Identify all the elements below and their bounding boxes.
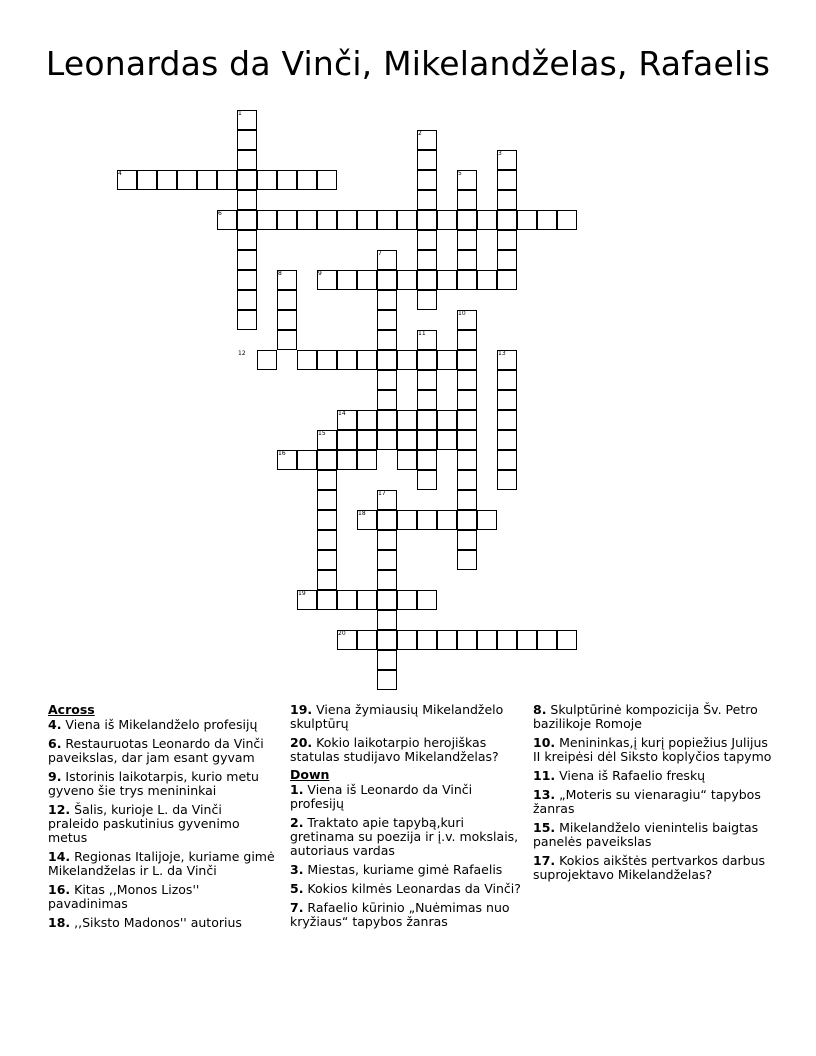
grid-cell[interactable] [237,270,257,290]
grid-cell[interactable] [377,210,397,230]
grid-cell[interactable] [317,490,337,510]
clue-number: 4. [48,717,62,732]
grid-cell[interactable] [217,170,237,190]
grid-cell[interactable] [237,190,257,210]
grid-cell[interactable] [257,170,277,190]
clue-item [48,718,276,732]
grid-cell[interactable] [397,630,417,650]
clue-number-label: 2 [418,130,422,137]
clue-text: Restauruotas Leonardo da Vinči paveikslas, dar jam esant gyvam [48,736,264,765]
grid-cell[interactable] [317,570,337,590]
grid-cell[interactable] [237,290,257,310]
grid-cell[interactable] [417,290,437,310]
grid-cell[interactable] [277,210,297,230]
clue-number-label: 17 [378,490,386,497]
clue-number: 15. [533,820,556,835]
clue-text: Kokios aikštės pertvarkos darbus suprojektavo Mikelandželas? [533,853,766,882]
grid-cell[interactable] [377,590,397,610]
clue-item [48,803,276,845]
grid-cell[interactable] [337,270,357,290]
grid-cell[interactable] [557,630,577,650]
grid-cell[interactable] [457,370,477,390]
grid-cell[interactable] [377,570,397,590]
grid-cell[interactable] [337,350,357,370]
clue-text: Skulptūrinė kompozicija Šv. Petro bazilikoje Romoje [533,702,758,731]
grid-cell[interactable] [457,410,477,430]
grid-cell[interactable] [457,510,477,530]
clue-text: Viena žymiausių Mikelandželo skulptūrų [290,702,504,731]
grid-cell[interactable] [237,310,257,330]
clue-number: 10. [533,735,556,750]
page-title: Leonardas da Vinči, Mikelandželas, Rafaelis [45,44,771,83]
grid-cell[interactable] [377,350,397,370]
clue-item [533,769,773,783]
clue-number: 13. [533,787,556,802]
grid-cell[interactable] [417,390,437,410]
grid-cell[interactable] [537,630,557,650]
grid-cell[interactable] [237,130,257,150]
clue-number-label: 8 [278,270,282,277]
grid-cell[interactable] [417,370,437,390]
grid-cell[interactable] [497,250,517,270]
grid-cell[interactable] [457,390,477,410]
grid-cell[interactable] [457,530,477,550]
clue-number: 20. [290,735,313,750]
grid-cell[interactable] [457,430,477,450]
grid-cell[interactable] [417,630,437,650]
clue-number-label: 14 [338,410,346,417]
grid-cell[interactable] [377,370,397,390]
clue-text: Kokio laikotarpio herojiškas statulas studijavo Mikelandželas? [290,735,499,764]
grid-cell[interactable] [357,630,377,650]
clue-number: 17. [533,853,556,868]
grid-cell[interactable] [457,550,477,570]
grid-cell[interactable] [197,170,217,190]
grid-cell[interactable] [237,210,257,230]
grid-cell[interactable] [457,350,477,370]
grid-cell[interactable] [317,450,337,470]
clue-number-label: 4 [118,170,122,177]
down-heading: Down [290,767,330,782]
clues-column-2 [290,703,528,934]
clue-number-label: 6 [218,210,222,217]
grid-cell[interactable] [337,450,357,470]
clue-item [290,703,528,731]
clue-number-label: 13 [498,350,506,357]
grid-cell[interactable] [417,510,437,530]
clue-number: 2. [290,815,304,830]
clue-number-label: 12 [238,350,246,357]
grid-cell[interactable] [497,270,517,290]
grid-cell[interactable] [237,170,257,190]
grid-cell[interactable] [517,630,537,650]
clue-item [290,783,528,811]
grid-cell[interactable] [457,490,477,510]
clue-text: Viena iš Rafaelio freskų [555,768,706,783]
grid-cell[interactable] [417,150,437,170]
clue-text: Kokios kilmės Leonardas da Vinči? [303,881,521,896]
grid-cell[interactable] [377,270,397,290]
clues-column-1 [48,703,276,935]
grid-cell[interactable] [317,590,337,610]
grid-cell[interactable] [277,330,297,350]
clue-number-label: 20 [338,630,346,637]
grid-cell[interactable] [277,310,297,330]
clue-text: Rafaelio kūrinio „Nuėmimas nuo kryžiaus“ tapybos žanras [290,900,510,929]
grid-cell[interactable] [357,410,377,430]
clue-number-label: 9 [318,270,322,277]
clue-number-label: 19 [298,590,306,597]
grid-cell[interactable] [417,190,437,210]
grid-cell[interactable] [257,350,277,370]
clue-number-label: 11 [418,330,426,337]
grid-cell[interactable] [317,550,337,570]
clue-text: Menininkas,į kurį popiežius Julijus II kreipėsi dėl Siksto koplyčios tapymo [533,735,772,764]
clue-number-label: 16 [278,450,286,457]
grid-cell[interactable] [497,370,517,390]
clue-text: Viena iš Mikelandželo profesijų [61,717,258,732]
grid-cell[interactable] [397,450,417,470]
clue-number-label: 15 [318,430,326,437]
grid-cell[interactable] [237,250,257,270]
grid-cell[interactable] [177,170,197,190]
clue-text: Kitas ,,Monos Lizos'' pavadinimas [48,882,200,911]
clue-item [290,901,528,929]
clue-item [48,883,276,911]
grid-cell[interactable] [277,170,297,190]
grid-cell[interactable] [297,170,317,190]
grid-cell[interactable] [517,210,537,230]
clue-item [533,703,773,731]
grid-cell[interactable] [397,350,417,370]
clue-text: Viena iš Leonardo da Vinči profesijų [290,782,473,811]
clue-text: ,,Siksto Madonos'' autorius [70,915,242,930]
grid-cell[interactable] [337,210,357,230]
clue-number: 11. [533,768,556,783]
clue-number-label: 18 [358,510,366,517]
grid-cell[interactable] [457,190,477,210]
clue-item [533,821,773,849]
grid-cell[interactable] [457,330,477,350]
clue-text: Šalis, kurioje L. da Vinči praleido paskutinius gyvenimo metus [48,802,240,845]
clue-number-label: 5 [458,170,462,177]
clue-text: Regionas Italijoje, kuriame gimė Mikelandželas ir L. da Vinči [48,849,275,878]
clue-number: 6. [48,736,62,751]
clue-number: 8. [533,702,547,717]
grid-cell[interactable] [417,270,437,290]
grid-cell[interactable] [437,210,457,230]
clue-text: „Moteris su vienaragiu“ tapybos žanras [533,787,761,816]
grid-cell[interactable] [397,270,417,290]
grid-cell[interactable] [497,230,517,250]
grid-cell[interactable] [457,270,477,290]
grid-cell[interactable] [377,550,397,570]
grid-cell[interactable] [137,170,157,190]
grid-cell[interactable] [497,470,517,490]
grid-cell[interactable] [477,510,497,530]
grid-cell[interactable] [377,530,397,550]
clue-text: Miestas, kuriame gimė Rafaelis [303,862,503,877]
grid-cell[interactable] [257,210,277,230]
clue-number: 7. [290,900,304,915]
grid-cell[interactable] [377,290,397,310]
clue-number: 3. [290,862,304,877]
grid-cell[interactable] [457,450,477,470]
grid-cell[interactable] [417,450,437,470]
clue-number-label: 1 [238,110,242,117]
grid-cell[interactable] [417,230,437,250]
grid-cell[interactable] [357,210,377,230]
grid-cell[interactable] [457,210,477,230]
grid-cell[interactable] [497,210,517,230]
grid-cell[interactable] [497,390,517,410]
grid-cell[interactable] [377,430,397,450]
clue-number: 5. [290,881,304,896]
grid-cell[interactable] [497,410,517,430]
grid-cell[interactable] [497,630,517,650]
grid-cell[interactable] [457,250,477,270]
grid-cell[interactable] [437,350,457,370]
grid-cell[interactable] [317,470,337,490]
clue-text: Istorinis laikotarpis, kurio metu gyveno šie trys menininkai [48,769,259,798]
clue-item [533,854,773,882]
grid-cell[interactable] [497,170,517,190]
clue-item [48,770,276,798]
grid-cell[interactable] [357,350,377,370]
grid-cell[interactable] [437,430,457,450]
grid-cell[interactable] [277,290,297,310]
clue-number: 19. [290,702,313,717]
clue-number: 9. [48,769,62,784]
grid-cell[interactable] [437,410,457,430]
grid-cell[interactable] [497,430,517,450]
grid-cell[interactable] [377,330,397,350]
grid-cell[interactable] [377,670,397,690]
grid-cell[interactable] [457,230,477,250]
grid-cell[interactable] [377,410,397,430]
grid-cell[interactable] [377,630,397,650]
clue-number: 14. [48,849,71,864]
grid-cell[interactable] [297,210,317,230]
grid-cell[interactable] [417,430,437,450]
grid-cell[interactable] [157,170,177,190]
clue-text: Traktato apie tapybą,kuri gretinama su poezija ir į.v. mokslais, autoriaus vardas [290,815,519,858]
grid-cell[interactable] [357,450,377,470]
grid-cell[interactable] [377,650,397,670]
grid-cell[interactable] [397,210,417,230]
grid-cell[interactable] [437,270,457,290]
grid-cell[interactable] [357,430,377,450]
grid-cell[interactable] [337,590,357,610]
grid-cell[interactable] [477,270,497,290]
clue-number: 16. [48,882,71,897]
clue-item [48,850,276,878]
grid-cell[interactable] [317,530,337,550]
clue-number-label: 10 [458,310,466,317]
grid-cell[interactable] [397,590,417,610]
clue-number: 18. [48,915,71,930]
grid-cell[interactable] [557,210,577,230]
grid-cell[interactable] [477,210,497,230]
clue-item [290,882,528,896]
grid-cell[interactable] [417,210,437,230]
grid-cell[interactable] [297,350,317,370]
grid-cell[interactable] [377,390,397,410]
grid-cell[interactable] [237,150,257,170]
grid-cell[interactable] [417,470,437,490]
grid-cell[interactable] [357,270,377,290]
grid-cell[interactable] [317,170,337,190]
clue-text: Mikelandželo vienintelis baigtas panelės paveikslas [533,820,759,849]
grid-cell[interactable] [377,510,397,530]
grid-cell[interactable] [417,250,437,270]
clue-item [290,736,528,764]
clues-column-3 [533,703,773,887]
grid-cell[interactable] [317,210,337,230]
clue-number: 12. [48,802,71,817]
clue-item [48,916,276,930]
grid-cell[interactable] [397,410,417,430]
grid-cell[interactable] [357,590,377,610]
grid-cell[interactable] [457,470,477,490]
grid-cell[interactable] [437,630,457,650]
clue-number-label: 3 [498,150,502,157]
grid-cell[interactable] [417,350,437,370]
grid-cell[interactable] [377,310,397,330]
grid-cell[interactable] [377,610,397,630]
across-heading: Across [48,702,95,717]
grid-cell[interactable] [317,350,337,370]
grid-cell[interactable] [457,630,477,650]
clue-number-label: 7 [378,250,382,257]
grid-cell[interactable] [497,190,517,210]
grid-cell[interactable] [497,450,517,470]
grid-cell[interactable] [397,510,417,530]
clue-item [290,863,528,877]
grid-cell[interactable] [317,510,337,530]
grid-cell[interactable] [237,230,257,250]
grid-cell[interactable] [337,430,357,450]
clue-item [533,736,773,764]
grid-cell[interactable] [477,630,497,650]
grid-cell[interactable] [417,590,437,610]
grid-cell[interactable] [417,170,437,190]
grid-cell[interactable] [537,210,557,230]
grid-cell[interactable] [397,430,417,450]
clue-number: 1. [290,782,304,797]
grid-cell[interactable] [417,410,437,430]
grid-cell[interactable] [437,510,457,530]
clue-item [48,737,276,765]
clue-item [290,816,528,858]
clue-item [533,788,773,816]
grid-cell[interactable] [297,450,317,470]
